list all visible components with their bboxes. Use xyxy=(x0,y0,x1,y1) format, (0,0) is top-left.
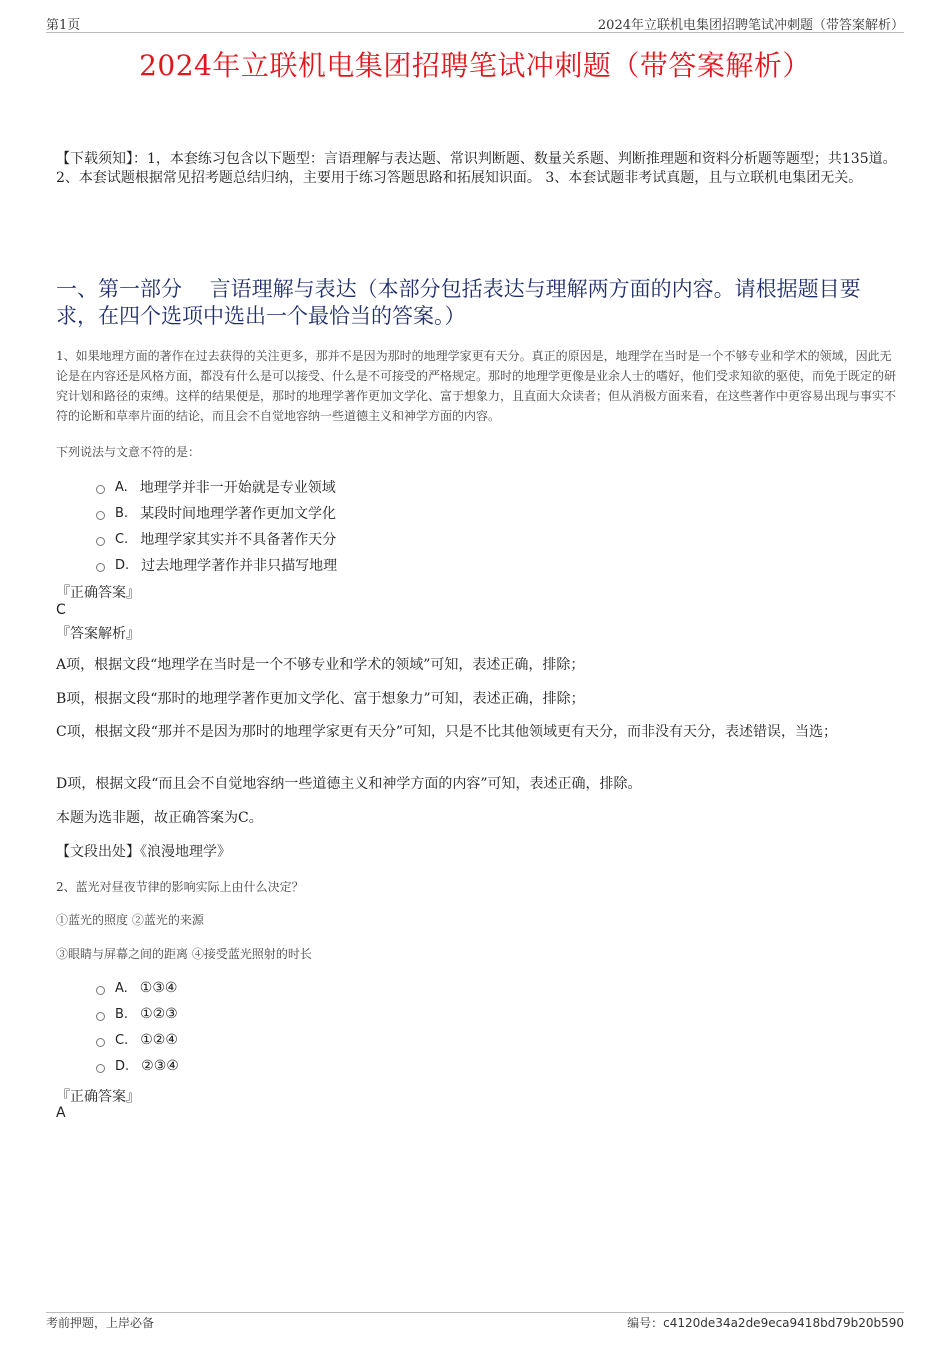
analysis-line-d: D项，根据文段“而且会不自觉地容纳一些道德主义和神学方面的内容”可知，表述正确，排除。 xyxy=(56,776,642,792)
option-text: ①②④ xyxy=(140,1032,178,1048)
option-letter: B. xyxy=(115,1006,129,1022)
question-1-answer-label: 『正确答案』 xyxy=(56,585,140,601)
option-text: ①③④ xyxy=(139,980,178,996)
header-divider xyxy=(46,32,904,33)
question-1-option-c[interactable] xyxy=(96,529,336,549)
footer-code-label: 编号： xyxy=(627,1316,664,1330)
footer-slogan: 考前押题，上岸必备 xyxy=(46,1316,155,1330)
analysis-conclusion: 本题为选非题，故正确答案为C。 xyxy=(56,810,263,826)
question-1-prompt: 下列说法与文意不符的是： xyxy=(56,445,201,459)
question-1-stem: 1、如果地理方面的著作在过去获得的关注更多，那并不是因为那时的地理学家更有天分。真正的原因是，地理学在当时是一个不够专业和学术的领域，因此无论是在内容还是风格方面，都没有什么是可以接受、什么是不可接受的严格规定。那时的地理学更像是业余人士的嗜好，他们受求知欲的驱使，而免于既定的研究计划和路径的束缚。这样的结果便是，那时的地理学著作更加文学化、富于想象力，且直面大众读者；但从消极方面来看，在这些著作中更容易出现与事实不符的论断和草率片面的结论，而且会不自觉地容纳一些道德主义和神学方面的内容。 xyxy=(56,349,897,423)
footer-code xyxy=(627,1314,904,1331)
option-text: 地理学家其实并不具备著作天分 xyxy=(140,532,337,548)
option-text: ②③④ xyxy=(141,1058,179,1074)
option-letter: A. xyxy=(115,479,128,495)
section-heading: 一、第一部分 言语理解与表达（本部分包括表达与理解两方面的内容。请根据题目要求，在四个选项中选出一个最恰当的答案。） xyxy=(56,277,861,328)
question-1-answer: C xyxy=(56,602,66,618)
question-1-option-b[interactable] xyxy=(96,503,336,523)
option-letter: D. xyxy=(115,557,130,573)
radio-icon[interactable] xyxy=(96,986,105,995)
footer-divider xyxy=(46,1312,904,1313)
question-2-option-b[interactable] xyxy=(96,1006,178,1022)
radio-icon[interactable] xyxy=(96,1064,105,1073)
option-text: 地理学并非一开始就是专业领域 xyxy=(139,480,336,496)
page-title: 2024年立联机电集团招聘笔试冲刺题（带答案解析） xyxy=(139,49,811,82)
question-2-option-c[interactable] xyxy=(96,1032,178,1048)
option-text: 某段时间地理学著作更加文学化 xyxy=(140,506,337,522)
radio-icon[interactable] xyxy=(96,1038,105,1047)
question-2-answer: A xyxy=(56,1105,66,1121)
question-2-stem: 2、蓝光对昼夜节律的影响实际上由什么决定？ xyxy=(56,880,304,894)
analysis-line-b: B项，根据文段“那时的地理学著作更加文学化、富于想象力”可知，表述正确，排除； xyxy=(56,691,585,707)
question-2-option-d[interactable] xyxy=(96,1058,179,1074)
header-doc-title: 2024年立联机电集团招聘笔试冲刺题（带答案解析） xyxy=(597,18,904,33)
page-number: 第1页 xyxy=(46,18,81,33)
radio-icon[interactable] xyxy=(96,485,105,494)
analysis-line-c: C项，根据文段“那并不是因为那时的地理学家更有天分”可知，只是不比其他领域更有天分，而非没有天分，表述错误，当选； xyxy=(56,724,838,740)
question-2-line-2: ③眼睛与屏幕之间的距离 ④接受蓝光照射的时长 xyxy=(56,947,312,961)
question-2-option-a[interactable] xyxy=(96,980,177,996)
radio-icon[interactable] xyxy=(96,537,105,546)
question-1-analysis-label: 『答案解析』 xyxy=(56,626,140,642)
option-text: ①②③ xyxy=(140,1006,178,1022)
question-1-option-d[interactable] xyxy=(96,555,337,575)
question-2-line-1: ①蓝光的照度 ②蓝光的来源 xyxy=(56,913,204,927)
question-1-source: 【文段出处】《浪漫地理学》 xyxy=(56,844,231,860)
option-letter: B. xyxy=(115,505,129,521)
radio-icon[interactable] xyxy=(96,563,105,572)
option-letter: C. xyxy=(115,1032,129,1048)
question-2-answer-label: 『正确答案』 xyxy=(56,1089,140,1105)
question-1-option-a[interactable] xyxy=(96,477,336,497)
footer-code-value: c4120de34a2de9eca9418bd79b20b590 xyxy=(663,1316,904,1330)
option-text: 过去地理学著作并非只描写地理 xyxy=(141,558,338,574)
radio-icon[interactable] xyxy=(96,1012,105,1021)
option-letter: D. xyxy=(115,1058,130,1074)
radio-icon[interactable] xyxy=(96,511,105,520)
option-letter: A. xyxy=(115,980,128,996)
analysis-line-a: A项，根据文段“地理学在当时是一个不够专业和学术的领域”可知，表述正确，排除； xyxy=(56,657,585,673)
download-notice: 【下载须知】：1，本套练习包含以下题型：言语理解与表达题、常识判断题、数量关系题、判断推理题和资料分析题等题型；共135道。 2、本套试题根据常见招考题总结归纳，主要用于练习答题思路和拓展知识面。 3、本套试题非考试真题，且与立联机电集团无关。 xyxy=(56,151,897,186)
option-letter: C. xyxy=(115,531,129,547)
